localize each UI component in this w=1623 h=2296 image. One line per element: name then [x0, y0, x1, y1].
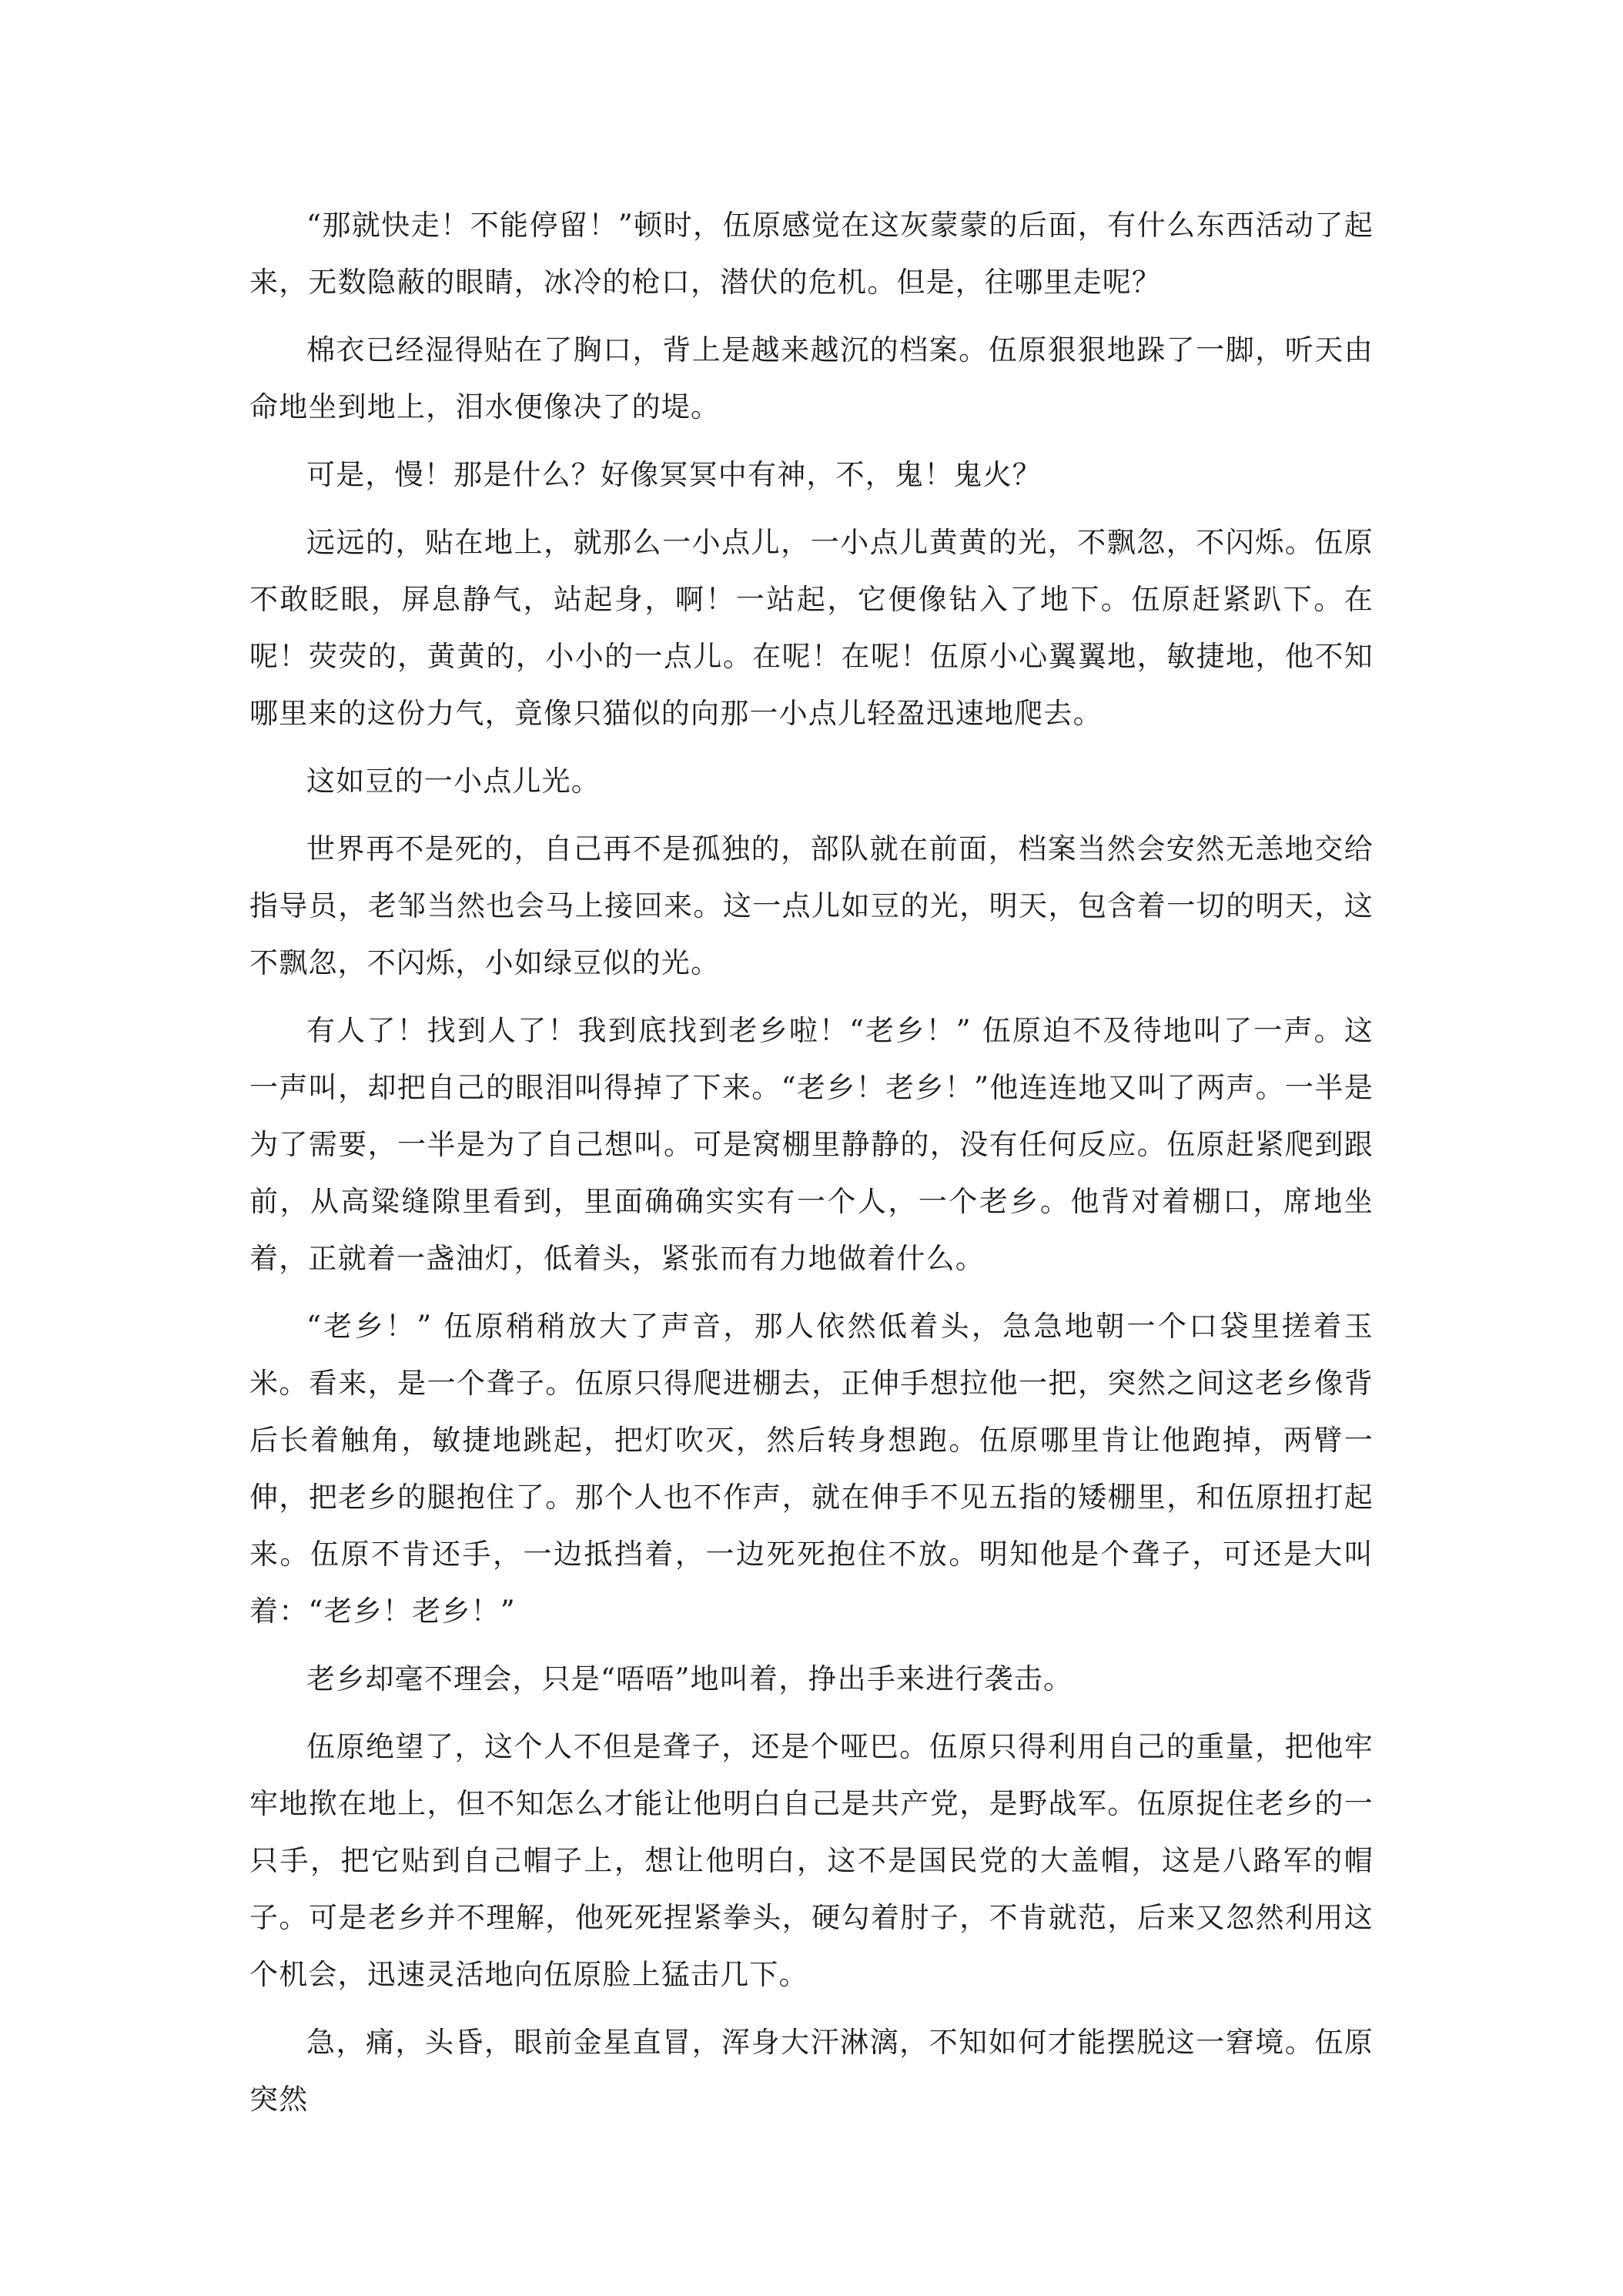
body-text	[249, 197, 1374, 2139]
paragraph-6: 世界再不是死的，自己再不是孤独的，部队就在前面，档案当然会安然无恙地交给指导员，老邹当然也会马上接回来。这一点儿如豆的光，明天，包含着一切的明天，这不飘忽，不闪烁，小如绿豆似的光。	[249, 832, 1374, 979]
paragraph-5: 这如豆的一小点儿光。	[306, 765, 601, 798]
paragraph-7: 有人了！找到人了！我到底找到老乡啦！“老乡！” 伍原迫不及待地叫了一声。这一声叫，却把自己的眼泪叫得掉了下来。“老乡！老乡！”他连连地又叫了两声。一半是为了需要，一半是为了自己想叫。可是窝棚里静静的，没有任何反应。伍原赶紧爬到跟前，从高粱缝隙里看到，里面确确实实有一个人，一个老乡。他背对着棚口，席地坐着，正就着一盏油灯，低着头，紧张而有力地做着什么。	[249, 1014, 1374, 1275]
paragraph-10: 伍原绝望了，这个人不但是聋子，还是个哑巴。伍原只得利用自己的重量，把他牢牢地揿在地上，但不知怎么才能让他明白自己是共产党，是野战军。伍原捉住老乡的一只手，把它贴到自己帽子上，想让他明白，这不是国民党的大盖帽，这是八路军的帽子。可是老乡并不理解，他死死捏紧拳头，硬勾着肘子，不肯就范，后来又忽然利用这个机会，迅速灵活地向伍原脸上猛击几下。	[249, 1730, 1374, 1991]
paragraph-4: 远远的，贴在地上，就那么一小点儿，一小点儿黄黄的光，不飘忽，不闪烁。伍原不敢眨眼，屏息静气，站起身，啊！一站起，它便像钻入了地下。伍原赶紧趴下。在呢！荧荧的，黄黄的，小小的一点儿。在呢！在呢！伍原小心翼翼地，敏捷地，他不知哪里来的这份力气，竟像只猫似的向那一小点儿轻盈迅速地爬去。	[249, 526, 1374, 730]
paragraph-1: “那就快走！不能停留！”顿时，伍原感觉在这灰蒙蒙的后面，有什么东西活动了起来，无数隐蔽的眼睛，冰冷的枪口，潜伏的危机。但是，往哪里走呢？	[249, 209, 1374, 299]
paragraph-2: 棉衣已经湿得贴在了胸口，背上是越来越沉的档案。伍原狠狠地跺了一脚，听天由命地坐到地上，泪水便像决了的堤。	[249, 333, 1374, 423]
paragraph-3: 可是，慢！那是什么？好像冥冥中有神，不，鬼！鬼火？	[306, 458, 1042, 491]
paragraph-8: “老乡！” 伍原稍稍放大了声音，那人依然低着头，急急地朝一个口袋里搓着玉米。看来，是一个聋子。伍原只得爬进棚去，正伸手想拉他一把，突然之间这老乡像背后长着触角，敏捷地跳起，把灯吹灭，然后转身想跑。伍原哪里肯让他跑掉，两臂一伸，把老乡的腿抱住了。那个人也不作声，就在伸手不见五指的矮棚里，和伍原扭打起来。伍原不肯还手，一边抵挡着，一边死死抱住不放。明知他是个聋子，可还是大叫着：“老乡！老乡！”	[249, 1310, 1374, 1628]
paragraph-11: 急，痛，头昏，眼前金星直冒，浑身大汗淋漓，不知如何才能摆脱这一窘境。伍原突然	[249, 2026, 1374, 2116]
paragraph-9: 老乡却毫不理会，只是“唔唔”地叫着，挣出手来进行袭击。	[306, 1662, 1073, 1695]
